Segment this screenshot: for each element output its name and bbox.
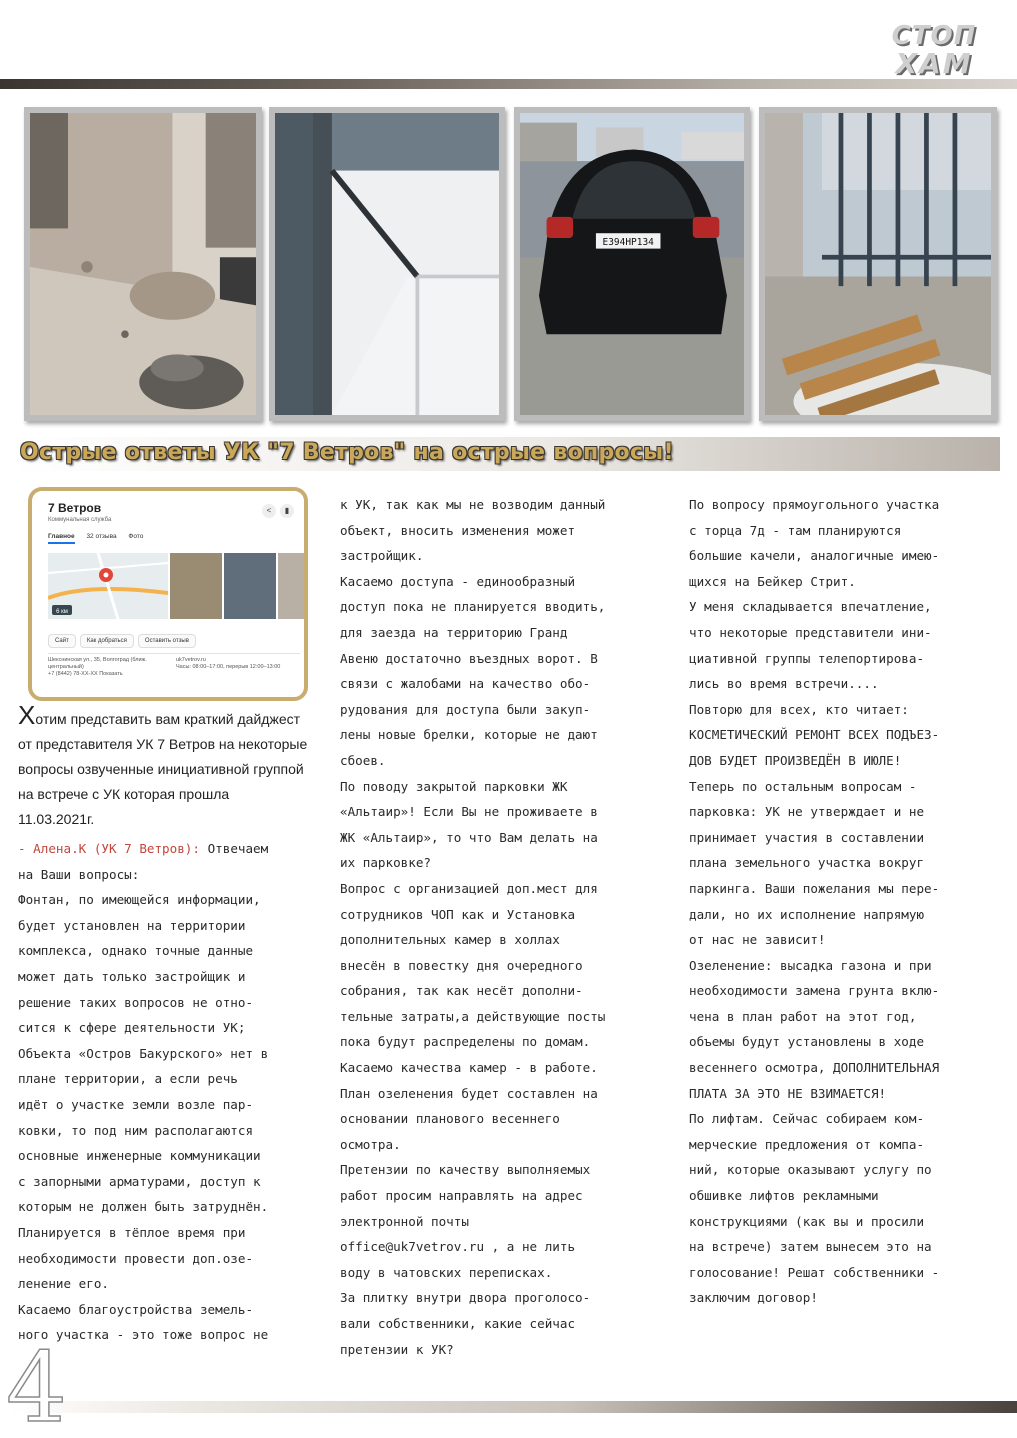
text-line: на Ваши вопросы:	[18, 866, 140, 882]
text-line: работ просим направлять на адрес	[340, 1188, 583, 1204]
phone-text[interactable]: +7 (8442) 78-XX-XX Показать	[48, 671, 123, 677]
text-column-2	[340, 492, 670, 1362]
text-line: с торца 7д - там планируются	[689, 522, 902, 538]
text-line: их парковке?	[340, 855, 431, 871]
text-line: По лифтам. Сейчас собираем ком-	[689, 1111, 925, 1127]
article-headline: Острые ответы УК "7 Ветров" на острые вопросы!	[20, 440, 674, 465]
text-line: воду в чатовских переписках.	[340, 1264, 553, 1280]
map-card-photo-more[interactable]	[278, 553, 306, 619]
text-line: ленение его.	[18, 1276, 109, 1292]
text-line: необходимости провести доп.озе-	[18, 1250, 254, 1266]
bottom-decorative-bar	[10, 1401, 1017, 1413]
photo-debris-hallway	[24, 107, 262, 421]
text-column-3	[689, 492, 1004, 1311]
text-line: к УК, так как мы не возводим данный	[340, 497, 606, 512]
email-line[interactable]: office@uk7vetrov.ru , а не лить	[340, 1239, 576, 1255]
text-line: внесён в повестку дня очередного	[340, 957, 583, 973]
text-line: ковки, то под ним располагаются	[18, 1122, 254, 1138]
text-line: циативной группы телепортирова-	[689, 650, 925, 666]
top-decorative-bar	[0, 79, 1017, 89]
text-line: Фонтан, по имеющейся информации,	[18, 892, 261, 908]
text-line: необходимости замена грунта вклю-	[689, 983, 940, 999]
text-line: Касаемо доступа - единообразный	[340, 573, 576, 589]
text-line: Авеню достаточно въездных ворот. В	[340, 650, 598, 666]
tab-main[interactable]: Главное	[48, 533, 75, 544]
share-icon[interactable]: <	[262, 504, 276, 518]
text-line: плана земельного участка вокруг	[689, 855, 925, 871]
directions-button[interactable]: Как добраться	[80, 634, 134, 648]
text-line: чена в план работ на этот год,	[689, 1008, 917, 1024]
text-line: заключим договор!	[689, 1290, 818, 1306]
map-card-subtitle: Коммунальная служба	[48, 517, 112, 523]
text-line: претензии к УК?	[340, 1341, 454, 1357]
text-line: лены новые брелки, которые не дают	[340, 727, 598, 743]
map-card-photo-building[interactable]	[170, 553, 222, 619]
text-line: За плитку внутри двора проголосо-	[340, 1290, 591, 1306]
text-line: Претензии по качеству выполняемых	[340, 1162, 591, 1178]
map-card-title: 7 Ветров	[48, 501, 102, 515]
text-line: что некоторые представители ини-	[689, 624, 932, 640]
text-line: плане территории, а если речь	[18, 1071, 238, 1087]
text-line: По поводу закрытой парковки ЖК	[340, 778, 568, 794]
text-line: на встрече) затем вынесем это на	[689, 1239, 932, 1255]
text-line: тельные затраты,а действующие посты	[340, 1008, 606, 1024]
text-line: с запорными арматурами, доступ к	[18, 1173, 261, 1189]
text-line: лись во время встречи....	[689, 676, 879, 692]
text-line: основные инженерные коммуникации	[18, 1148, 261, 1164]
text-line: щихся на Бейкер Стрит.	[689, 573, 856, 589]
text-line: доступ пока не планируется вводить,	[340, 599, 606, 615]
text-line: весеннего осмотра, ДОПОЛНИТЕЛЬНАЯ	[689, 1060, 940, 1076]
text-line: Озеленение: высадка газона и при	[689, 957, 932, 973]
text-line: ДОВ БУДЕТ ПРОИЗВЕДЁН В ИЮЛЕ!	[689, 752, 902, 768]
intro-paragraph	[18, 700, 308, 832]
site-link[interactable]: uk7vetrov.ru	[176, 657, 206, 663]
text-line: объект, вносить изменения может	[340, 522, 576, 538]
map-card-address-block	[48, 657, 176, 678]
text-line: мерческие предложения от компа-	[689, 1136, 925, 1152]
dropcap: Х	[18, 700, 36, 730]
photo-broken-fence	[759, 107, 997, 421]
text-line: Теперь по остальным вопросам -	[689, 778, 917, 794]
text-line: «Альтаир»! Если Вы не проживаете в	[340, 804, 598, 820]
text-line: объемы будут установлены в ходе	[689, 1034, 925, 1050]
text-line: Касаемо благоустройства земель-	[18, 1301, 254, 1317]
text-line: Объекта «Остров Бакурского» нет в	[18, 1045, 269, 1061]
text-line: сится к сфере деятельности УК;	[18, 1020, 246, 1036]
text-line: идёт о участке земли возле пар-	[18, 1096, 254, 1112]
text-line: Планируется в тёплое время при	[18, 1224, 246, 1240]
text-line: пока будут распределены по домам.	[340, 1034, 591, 1050]
bookmark-icon[interactable]: ▮	[280, 504, 294, 518]
text-line: ПЛАТА ЗА ЭТО НЕ ВЗИМАЕТСЯ!	[689, 1085, 887, 1101]
stop-ham-logo: СТОП ХАМ	[891, 21, 977, 80]
svg-text:6 км: 6 км	[56, 609, 68, 615]
map-card-site-block	[176, 657, 302, 671]
text-line: решение таких вопросов не отно-	[18, 994, 254, 1010]
text-line: У меня складывается впечатление,	[689, 599, 932, 615]
text-line: для заезда на территорию Гранд	[340, 624, 568, 640]
text-line: паркинга. Ваши пожелания мы пере-	[689, 880, 940, 896]
text-line: комплекса, однако точные данные	[18, 943, 254, 959]
text-line: Повторю для всех, кто читает:	[689, 701, 909, 717]
text-line: принимает участия в составлении	[689, 829, 925, 845]
text-line: основании планового весеннего	[340, 1111, 560, 1127]
text-line: голосование! Решат собственники -	[689, 1264, 940, 1280]
text-line: конструкциями (как вы и просили	[689, 1213, 925, 1229]
map-card-divider	[48, 653, 300, 654]
text-line: дополнительных камер в холлах	[340, 932, 560, 948]
text-line: будет установлен на территории	[18, 917, 246, 933]
text-line: собрания, так как несёт дополни-	[340, 983, 583, 999]
text-line: осмотра.	[340, 1136, 401, 1152]
text-line: связи с жалобами на качество обо-	[340, 676, 591, 692]
text-line: парковка: УК не утверждает и не	[689, 804, 925, 820]
text-line: обшивке лифтов рекламными	[689, 1188, 879, 1204]
address-text: Шекснинская ул., 35, Волгоград (ближ. центральный)	[48, 657, 147, 670]
map-card-tabs	[48, 533, 153, 540]
author-label: - Алена.К (УК 7 Ветров):	[18, 841, 200, 856]
tab-reviews[interactable]: 32 отзыва	[86, 533, 117, 540]
text-line: План озеленения будет составлен на	[340, 1085, 598, 1101]
site-button[interactable]: Сайт	[48, 634, 76, 648]
map-card	[28, 487, 308, 701]
text-line: ного участка - это тоже вопрос не	[18, 1327, 269, 1343]
map-card-photo-entrance[interactable]	[224, 553, 276, 619]
intro-text: отим представить вам краткий дайджест от представителя УК 7 Ветров на некоторые вопросы озвученные инициативной группой на встрече с УК которая прошла 11.03.2021г.	[18, 711, 308, 827]
text-line: Отвечаем	[199, 841, 269, 856]
page-number: 4	[6, 1332, 68, 1438]
text-line: большие качели, аналогичные имею-	[689, 548, 940, 564]
text-line: дали, но их исполнение напрямую	[689, 906, 925, 922]
mini-map[interactable]	[48, 553, 168, 619]
text-line: сотрудников ЧОП как и Установка	[340, 906, 576, 922]
text-line: ЖК «Альтаир», то что Вам делать на	[340, 829, 598, 845]
text-column-1	[18, 836, 324, 1348]
photo-parked-car	[514, 107, 750, 421]
text-line: Вопрос с организацией доп.мест для	[340, 880, 598, 896]
hours-text: Часы: 08:00–17:00, перерыв 12:00–13:00	[176, 664, 281, 670]
text-line: рудования для доступа были закуп-	[340, 701, 591, 717]
svg-text:Е394НР134: Е394НР134	[602, 236, 654, 248]
text-line: может дать только застройщик и	[18, 968, 246, 984]
text-line: ний, которые оказывают услугу по	[689, 1162, 932, 1178]
photo-frozen-window	[269, 107, 505, 421]
text-line: КОСМЕТИЧЕСКИЙ РЕМОНТ ВСЕХ ПОДЪЕЗ-	[689, 727, 940, 743]
text-line: Касаемо качества камер - в работе.	[340, 1060, 598, 1076]
text-line: сбоев.	[340, 752, 386, 768]
text-line: По вопросу прямоугольного участка	[689, 497, 940, 512]
tab-photos[interactable]: Фото	[128, 533, 144, 540]
text-line: электронной почты	[340, 1213, 469, 1229]
text-line: застройщик.	[340, 548, 424, 564]
leave-review-button[interactable]: Оставить отзыв	[138, 634, 196, 648]
text-line: от нас не зависит!	[689, 932, 826, 948]
text-line: которым не должен быть затруднён.	[18, 1199, 269, 1215]
text-line: вали собственники, какие сейчас	[340, 1316, 576, 1331]
